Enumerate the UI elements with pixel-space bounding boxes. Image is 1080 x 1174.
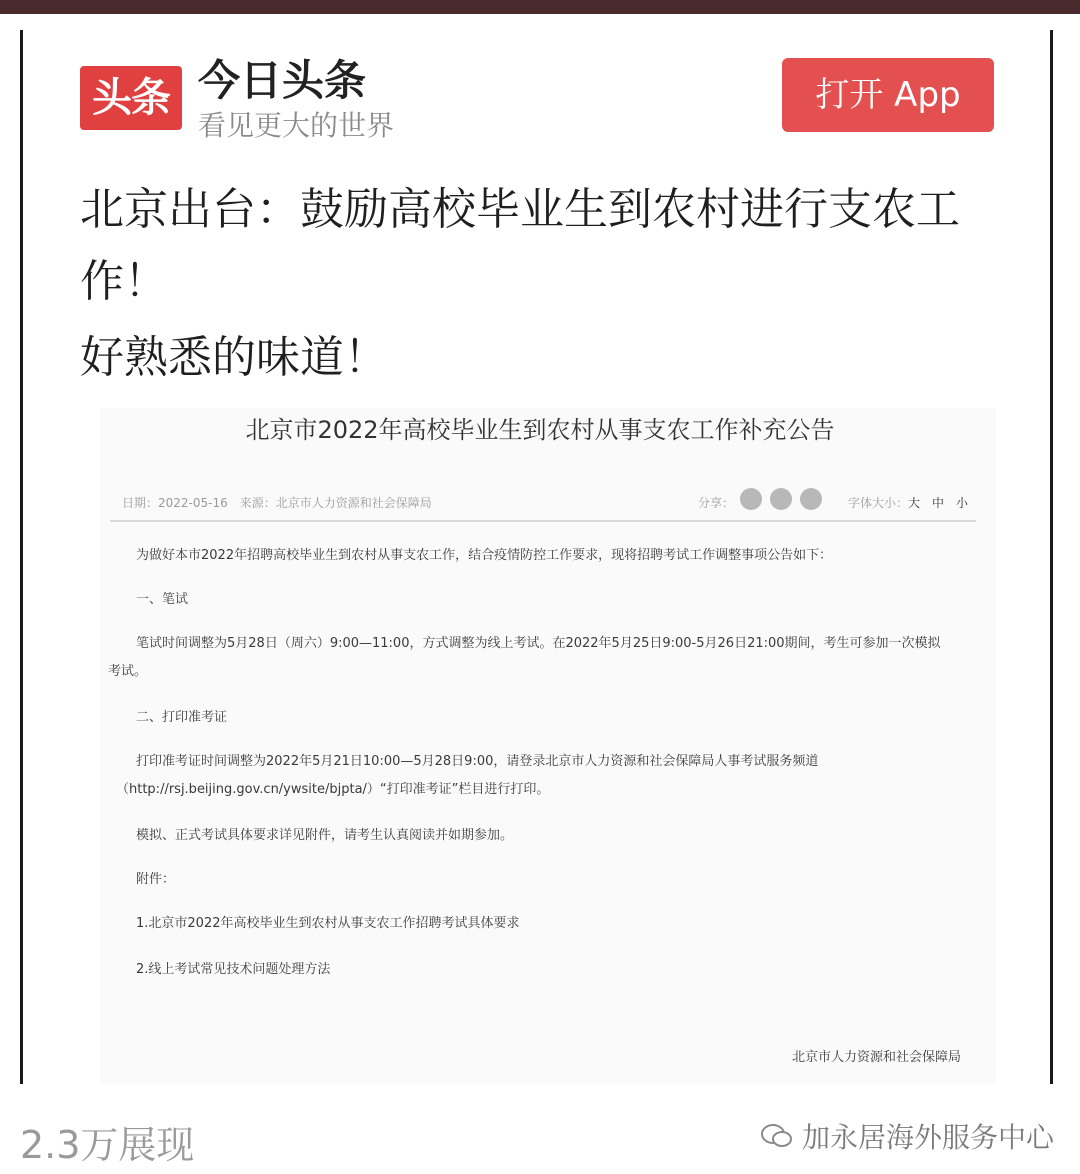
- watermark-text: 加永居海外服务中心: [802, 1121, 1055, 1154]
- font-size-small[interactable]: 小: [956, 496, 969, 510]
- view-count: 2.3万展现: [20, 1123, 195, 1167]
- post-headline: 北京出台：鼓励高校毕业生到农村进行支农工作！: [80, 184, 960, 307]
- section-heading-admission: 二、打印准考证: [136, 710, 228, 725]
- paragraph-intro: 为做好本市2022年招聘高校毕业生到农村从事支农工作，结合疫情防控工作要求，现将招聘考试工作调整事项公告如下：: [136, 548, 833, 563]
- document-title: 北京市2022年高校毕业生到农村从事支农工作补充公告: [245, 416, 835, 444]
- wechat-icon: [760, 1122, 794, 1150]
- paragraph-admission-link: （http://rsj.beijing.gov.cn/ywsite/bjpta/）“打印准考证”栏目进行打印。: [116, 782, 550, 797]
- paragraph-notice: 模拟、正式考试具体要求详见附件，请考生认真阅读并如期参加。: [136, 828, 514, 843]
- weibo-share-icon[interactable]: [770, 488, 792, 510]
- paragraph-exam-time-cont: 考试。: [108, 664, 148, 679]
- open-app-button[interactable]: 打开 App: [782, 58, 994, 132]
- status-bar: [0, 0, 1080, 14]
- signature: 北京市人力资源和社会保障局: [792, 1050, 962, 1065]
- font-size-label: 字体大小：: [848, 496, 909, 510]
- share-label: 分享：: [698, 496, 735, 510]
- font-size-options: [908, 494, 968, 511]
- share-icons: [740, 488, 822, 510]
- app-slogan: 看见更大的世界: [198, 109, 395, 142]
- section-heading-written-exam: 一、笔试: [136, 592, 189, 607]
- paragraph-exam-time: 笔试时间调整为5月28日（周六）9:00—11:00，方式调整为线上考试。在2022年5月25日9:00-5月26日21:00期间，考生可参加一次模拟: [136, 636, 941, 651]
- date-source: 日期：2022-05-16 来源：北京市人力资源和社会保障局: [122, 496, 432, 510]
- watermark: [760, 1116, 1054, 1156]
- attachment-link-2[interactable]: 2.线上考试常见技术问题处理方法: [136, 962, 331, 977]
- attachment-link-1[interactable]: 1.北京市2022年高校毕业生到农村从事支农工作招聘考试具体要求: [136, 916, 520, 931]
- post-comment: 好熟悉的味道！: [80, 332, 388, 383]
- divider: [110, 520, 976, 522]
- paragraph-admission-time: 打印准考证时间调整为2022年5月21日10:00—5月28日9:00，请登录北京市人力资源和社会保障局人事考试服务频道: [136, 754, 819, 769]
- attachments-heading: 附件：: [136, 872, 176, 887]
- font-size-medium[interactable]: 中: [932, 496, 945, 510]
- font-size-large[interactable]: 大: [908, 496, 921, 510]
- qzone-share-icon[interactable]: [800, 488, 822, 510]
- document-meta: [100, 494, 980, 514]
- frame-border-right: [1050, 30, 1053, 1084]
- toutiao-logo: 头条: [80, 66, 182, 130]
- document-screenshot: [100, 408, 996, 1084]
- app-name: 今日头条: [198, 56, 367, 105]
- frame-border-left: [20, 30, 23, 1084]
- wechat-share-icon[interactable]: [740, 488, 762, 510]
